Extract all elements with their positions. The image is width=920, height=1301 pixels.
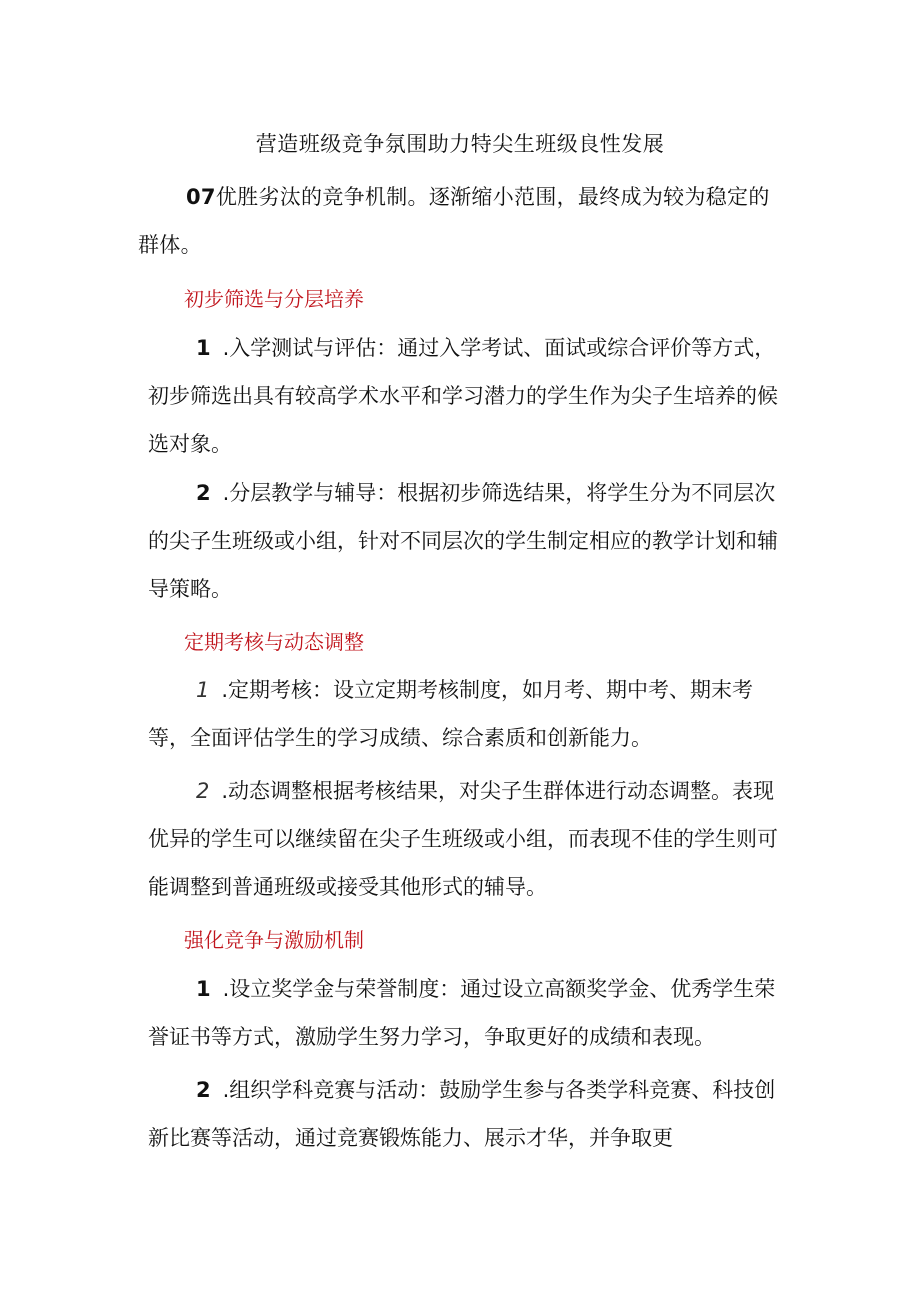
item-text: .动态调整根据考核结果，对尖子生群体进行动态调整。表现优异的学生可以继续留在尖子生班级或小组，而表现不佳的学生则可能调整到普通班级或接受其他形式的辅导。 [148, 779, 778, 899]
item-text: .设立奖学金与荣誉制度：通过设立高额奖学金、优秀学生荣誉证书等方式，激励学生努力学习，争取更好的成绩和表现。 [148, 977, 776, 1049]
item-number: 2 [196, 1078, 211, 1102]
item-number: 2 [196, 481, 211, 505]
list-item [148, 469, 792, 613]
item-number: 1 [196, 336, 211, 360]
item-text: .入学测试与评估：通过入学考试、面试或综合评价等方式，初步筛选出具有较高学术水平和学习潜力的学生作为尖子生培养的候选对象。 [148, 336, 778, 456]
list-item [148, 1066, 792, 1162]
item-number: 1 [196, 977, 211, 1001]
item-number: 2 [196, 779, 210, 803]
item-number: 1 [196, 678, 210, 702]
intro-text: 优胜劣汰的竞争机制。逐渐缩小范围，最终成为较为稳定的群体。 [138, 185, 770, 257]
section-heading-assessment: 定期考核与动态调整 [184, 630, 364, 654]
list-item [148, 965, 792, 1061]
section-heading-competition: 强化竞争与激励机制 [184, 928, 364, 952]
document-title: 营造班级竞争氛围助力特尖生班级良性发展 [255, 132, 665, 156]
item-text: .组织学科竞赛与活动：鼓励学生参与各类学科竞赛、科技创新比赛等活动，通过竞赛锻炼能力、展示才华，并争取更 [148, 1078, 776, 1150]
section-heading-screening: 初步筛选与分层培养 [184, 287, 364, 311]
item-text: .分层教学与辅导：根据初步筛选结果，将学生分为不同层次的尖子生班级或小组，针对不同层次的学生制定相应的教学计划和辅导策略。 [148, 481, 778, 601]
item-text: .定期考核：设立定期考核制度，如月考、期中考、期末考等，全面评估学生的学习成绩、综合素质和创新能力。 [148, 678, 754, 750]
list-item [148, 767, 792, 911]
intro-number: 07 [186, 185, 216, 209]
list-item [148, 324, 792, 468]
list-item [148, 666, 792, 762]
intro-paragraph [138, 173, 788, 269]
